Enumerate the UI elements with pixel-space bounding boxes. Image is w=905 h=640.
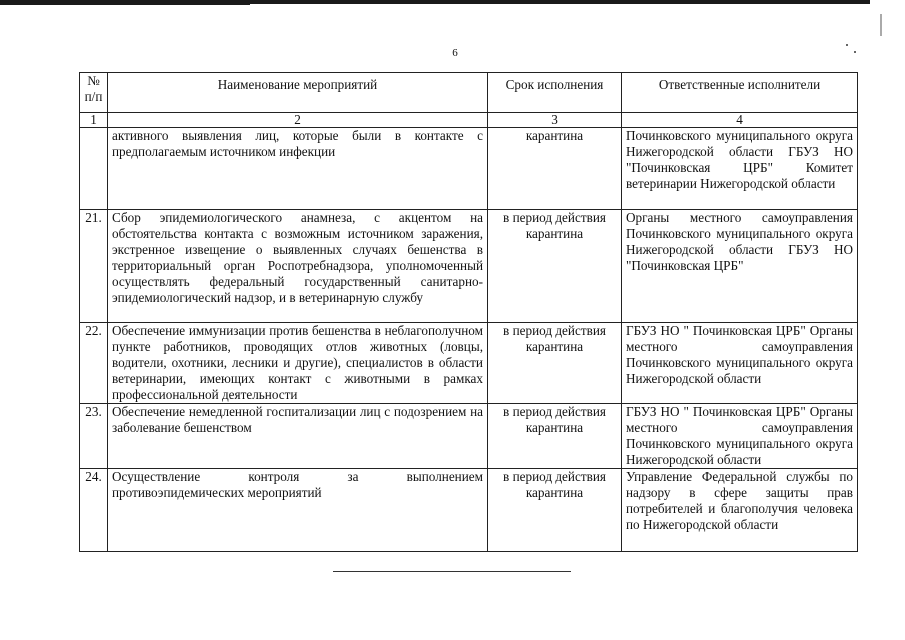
- action-cell: [108, 210, 488, 323]
- scan-artifact-mark: [854, 51, 856, 53]
- executors-text: ГБУЗ НО " Починковская ЦРБ" Органы местного самоуправления Починковского муниципального округа Нижегородской области: [626, 323, 853, 386]
- column-index: 4: [622, 113, 858, 128]
- footer-rule: [333, 571, 571, 572]
- executors-cell: [622, 404, 858, 469]
- table-row: [80, 323, 858, 404]
- scan-edge-bar-right: [250, 0, 870, 4]
- column-index: 3: [488, 113, 622, 128]
- scan-edge-bar-left: [0, 0, 250, 5]
- term-cell: в период действия карантина: [488, 469, 622, 552]
- column-index-row: [80, 113, 858, 128]
- executors-cell: [622, 469, 858, 552]
- row-number: [80, 128, 108, 210]
- term-cell: в период действия карантина: [488, 404, 622, 469]
- column-index: 2: [108, 113, 488, 128]
- header-term: Срок исполнения: [488, 73, 622, 113]
- scan-artifact-mark: [880, 14, 882, 36]
- executors-text: ГБУЗ НО " Починковская ЦРБ" Органы местного самоуправления Починковского муниципального округа Нижегородской области: [626, 404, 853, 467]
- action-cell: [108, 128, 488, 210]
- executors-cell: [622, 210, 858, 323]
- measures-table: [79, 72, 858, 552]
- row-number: 22.: [80, 323, 108, 404]
- action-cell: [108, 323, 488, 404]
- action-cell: [108, 469, 488, 552]
- table-header-row: [80, 73, 858, 113]
- action-text: активного выявления лиц, которые были в контакте с предполагаемым источником инфекции: [112, 128, 483, 159]
- page-number: 6: [452, 47, 458, 59]
- action-text: Обеспечение иммунизации против бешенства в неблагополучном пункте работников, проводящих отлов животных (ловцы, водители, охотники, лесники и другие), специалистов в области ветеринарии, имеющих контакт с животными в рамках профессиональной деятельности: [112, 323, 483, 402]
- action-text: Обеспечение немедленной госпитализации лиц с подозрением на заболевание бешенством: [112, 404, 483, 435]
- term-cell: в период действия карантина: [488, 323, 622, 404]
- executors-cell: [622, 323, 858, 404]
- row-number: 21.: [80, 210, 108, 323]
- action-text: Осуществление контроля за выполнением противоэпидемических мероприятий: [112, 469, 483, 500]
- table-row: [80, 128, 858, 210]
- action-text: Сбор эпидемиологического анамнеза, с акцентом на обстоятельства контакта с возможным источником заражения, экстренное извещение о выявленных случаях бешенства в территориальный орган Роспотребнадзора, уполномоченный осуществлять федеральный государственный санитарно-эпидемиологический надзор, и в ветеринарную службу: [112, 210, 483, 305]
- table-row: [80, 404, 858, 469]
- column-index: 1: [80, 113, 108, 128]
- table-row: [80, 469, 858, 552]
- executors-cell: [622, 128, 858, 210]
- term-cell: в период действия карантина: [488, 210, 622, 323]
- term-cell: карантина: [488, 128, 622, 210]
- executors-text: Починковского муниципального округа Нижегородской области ГБУЗ НО "Починковская ЦРБ" Комитет ветеринарии Нижегородской области: [626, 128, 853, 191]
- row-number: 23.: [80, 404, 108, 469]
- row-number: 24.: [80, 469, 108, 552]
- scan-artifact-mark: [846, 44, 848, 46]
- header-executors: Ответственные исполнители: [622, 73, 858, 113]
- table-row: [80, 210, 858, 323]
- header-action: Наименование мероприятий: [108, 73, 488, 113]
- executors-text: Органы местного самоуправления Починковского муниципального округа Нижегородской области ГБУЗ НО "Починковская ЦРБ": [626, 210, 853, 273]
- action-cell: [108, 404, 488, 469]
- executors-text: Управление Федеральной службы по надзору в сфере защиты прав потребителей и благополучия человека по Нижегородской области: [626, 469, 853, 532]
- header-num: № п/п: [80, 73, 108, 113]
